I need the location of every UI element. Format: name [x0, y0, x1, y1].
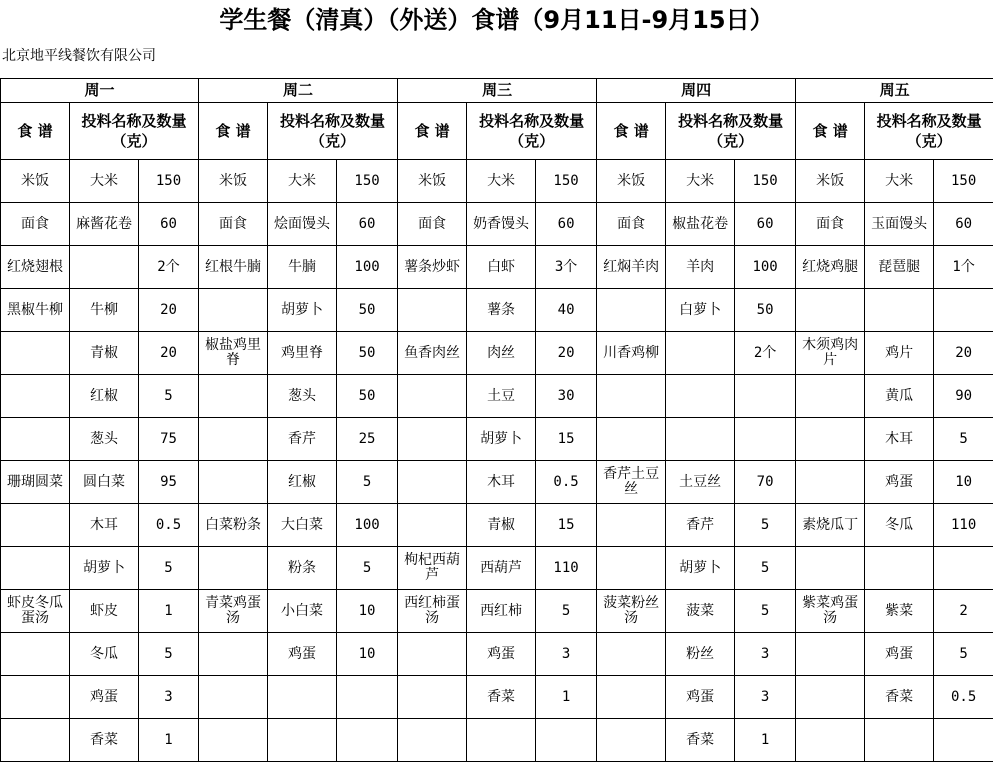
table-row — [1, 633, 993, 676]
dish-cell: 紫菜鸡蛋汤 — [796, 590, 865, 633]
table-row — [1, 289, 993, 332]
ingredient-cell — [865, 289, 934, 332]
dish-cell — [1, 332, 70, 375]
ingredient-cell: 奶香馒头 — [467, 203, 536, 246]
food-column-header: 食 谱 — [199, 103, 268, 160]
ingredient-cell: 红椒 — [70, 375, 139, 418]
quantity-cell: 90 — [934, 375, 993, 418]
dish-cell — [597, 676, 666, 719]
quantity-cell: 5 — [735, 590, 796, 633]
quantity-cell: 60 — [337, 203, 398, 246]
quantity-cell: 70 — [735, 461, 796, 504]
quantity-cell: 5 — [139, 375, 199, 418]
ingredient-cell: 肉丝 — [467, 332, 536, 375]
dish-cell — [398, 375, 467, 418]
dish-cell: 川香鸡柳 — [597, 332, 666, 375]
ingredient-cell: 大米 — [70, 160, 139, 203]
quantity-cell: 5 — [536, 590, 597, 633]
food-column-header: 食 谱 — [796, 103, 865, 160]
food-column-header: 食 谱 — [597, 103, 666, 160]
quantity-cell: 5 — [139, 547, 199, 590]
dish-cell — [597, 289, 666, 332]
quantity-cell: 3 — [139, 676, 199, 719]
quantity-cell: 1 — [536, 676, 597, 719]
dish-cell: 面食 — [199, 203, 268, 246]
dish-cell — [597, 504, 666, 547]
quantity-cell — [337, 719, 398, 762]
ingredient-cell: 白萝卜 — [666, 289, 735, 332]
quantity-cell: 100 — [337, 504, 398, 547]
quantity-cell: 10 — [337, 633, 398, 676]
dish-cell — [398, 676, 467, 719]
quantity-cell: 20 — [536, 332, 597, 375]
quantity-cell: 110 — [934, 504, 993, 547]
ingredient-cell: 香菜 — [666, 719, 735, 762]
quantity-cell: 25 — [337, 418, 398, 461]
quantity-cell: 5 — [735, 547, 796, 590]
quantity-cell: 150 — [337, 160, 398, 203]
dish-cell — [199, 375, 268, 418]
table-row — [1, 246, 993, 289]
ingredient-cell: 麻酱花卷 — [70, 203, 139, 246]
dish-cell: 白菜粉条 — [199, 504, 268, 547]
ingredient-cell: 木耳 — [70, 504, 139, 547]
ingredient-cell: 鸡蛋 — [865, 461, 934, 504]
ingredient-column-header: 投料名称及数量（克） — [467, 103, 597, 160]
ingredient-cell — [467, 719, 536, 762]
table-row — [1, 375, 993, 418]
quantity-cell: 110 — [536, 547, 597, 590]
menu-table — [0, 78, 993, 762]
ingredient-cell: 白虾 — [467, 246, 536, 289]
dish-cell: 黑椒牛柳 — [1, 289, 70, 332]
day-header: 周三 — [398, 79, 597, 103]
quantity-cell: 2个 — [139, 246, 199, 289]
quantity-cell: 5 — [934, 633, 993, 676]
quantity-cell: 2 — [934, 590, 993, 633]
quantity-cell: 60 — [139, 203, 199, 246]
table-row — [1, 461, 993, 504]
quantity-cell: 0.5 — [139, 504, 199, 547]
table-row — [1, 160, 993, 203]
dish-cell: 虾皮冬瓜蛋汤 — [1, 590, 70, 633]
day-header: 周一 — [1, 79, 199, 103]
dish-cell — [796, 547, 865, 590]
ingredient-cell: 菠菜 — [666, 590, 735, 633]
dish-cell — [1, 676, 70, 719]
quantity-cell: 20 — [139, 289, 199, 332]
ingredient-cell: 西红柿 — [467, 590, 536, 633]
quantity-cell: 150 — [536, 160, 597, 203]
dish-cell — [796, 375, 865, 418]
ingredient-cell: 土豆丝 — [666, 461, 735, 504]
dish-cell: 米饭 — [1, 160, 70, 203]
ingredient-cell: 小白菜 — [268, 590, 337, 633]
dish-cell — [199, 633, 268, 676]
ingredient-cell: 羊肉 — [666, 246, 735, 289]
quantity-cell: 60 — [536, 203, 597, 246]
ingredient-cell: 木耳 — [865, 418, 934, 461]
dish-cell — [199, 676, 268, 719]
ingredient-cell: 鸡蛋 — [268, 633, 337, 676]
company-name: 北京地平线餐饮有限公司 — [2, 48, 156, 64]
ingredient-cell: 青椒 — [467, 504, 536, 547]
ingredient-cell: 胡萝卜 — [268, 289, 337, 332]
ingredient-cell: 薯条 — [467, 289, 536, 332]
quantity-cell: 60 — [934, 203, 993, 246]
dish-cell — [796, 676, 865, 719]
quantity-cell: 10 — [934, 461, 993, 504]
day-header: 周四 — [597, 79, 796, 103]
quantity-cell: 50 — [337, 375, 398, 418]
ingredient-cell: 牛腩 — [268, 246, 337, 289]
ingredient-cell: 木耳 — [467, 461, 536, 504]
ingredient-cell: 鸡蛋 — [666, 676, 735, 719]
quantity-cell: 3 — [735, 676, 796, 719]
quantity-cell: 0.5 — [536, 461, 597, 504]
ingredient-cell: 香芹 — [666, 504, 735, 547]
dish-cell: 红根牛腩 — [199, 246, 268, 289]
ingredient-cell — [865, 719, 934, 762]
quantity-cell: 100 — [337, 246, 398, 289]
dish-cell — [597, 633, 666, 676]
ingredient-cell: 西葫芦 — [467, 547, 536, 590]
ingredient-cell: 鸡蛋 — [70, 676, 139, 719]
table-row — [1, 547, 993, 590]
dish-cell — [796, 633, 865, 676]
quantity-cell: 1 — [139, 719, 199, 762]
dish-cell — [1, 633, 70, 676]
quantity-cell: 100 — [735, 246, 796, 289]
quantity-cell: 3 — [735, 633, 796, 676]
ingredient-cell: 大米 — [666, 160, 735, 203]
dish-cell — [398, 633, 467, 676]
quantity-cell: 50 — [735, 289, 796, 332]
ingredient-cell: 香菜 — [70, 719, 139, 762]
ingredient-cell: 圆白菜 — [70, 461, 139, 504]
quantity-cell — [536, 719, 597, 762]
ingredient-cell: 葱头 — [268, 375, 337, 418]
ingredient-cell: 大米 — [268, 160, 337, 203]
dish-cell — [199, 719, 268, 762]
dish-cell — [398, 418, 467, 461]
table-row — [1, 719, 993, 762]
quantity-cell: 0.5 — [934, 676, 993, 719]
quantity-cell: 5 — [934, 418, 993, 461]
quantity-cell: 150 — [735, 160, 796, 203]
dish-cell — [199, 418, 268, 461]
quantity-cell: 3个 — [536, 246, 597, 289]
dish-cell: 米饭 — [199, 160, 268, 203]
dish-cell: 米饭 — [398, 160, 467, 203]
quantity-cell — [934, 719, 993, 762]
dish-cell: 薯条炒虾 — [398, 246, 467, 289]
day-header: 周五 — [796, 79, 993, 103]
ingredient-column-header: 投料名称及数量（克） — [865, 103, 993, 160]
dish-cell — [1, 547, 70, 590]
quantity-cell: 15 — [536, 418, 597, 461]
dish-cell: 鱼香肉丝 — [398, 332, 467, 375]
ingredient-cell: 鸡里脊 — [268, 332, 337, 375]
quantity-cell: 60 — [735, 203, 796, 246]
dish-cell — [398, 289, 467, 332]
ingredient-cell: 香菜 — [467, 676, 536, 719]
ingredient-column-header: 投料名称及数量（克） — [70, 103, 199, 160]
ingredient-cell: 土豆 — [467, 375, 536, 418]
ingredient-cell: 鸡蛋 — [467, 633, 536, 676]
quantity-cell — [735, 375, 796, 418]
dish-cell — [1, 504, 70, 547]
quantity-cell: 2个 — [735, 332, 796, 375]
day-header: 周二 — [199, 79, 398, 103]
dish-cell — [796, 461, 865, 504]
ingredient-cell: 鸡片 — [865, 332, 934, 375]
ingredient-cell: 胡萝卜 — [70, 547, 139, 590]
quantity-cell — [337, 676, 398, 719]
table-row — [1, 203, 993, 246]
day-header-row — [1, 79, 993, 103]
quantity-cell: 3 — [536, 633, 597, 676]
ingredient-cell: 椒盐花卷 — [666, 203, 735, 246]
dish-cell — [199, 289, 268, 332]
dish-cell: 素烧瓜丁 — [796, 504, 865, 547]
dish-cell: 面食 — [597, 203, 666, 246]
ingredient-cell: 大白菜 — [268, 504, 337, 547]
quantity-cell — [735, 418, 796, 461]
ingredient-cell: 大米 — [467, 160, 536, 203]
dish-cell — [1, 375, 70, 418]
quantity-cell: 10 — [337, 590, 398, 633]
quantity-cell: 50 — [337, 289, 398, 332]
ingredient-cell: 冬瓜 — [865, 504, 934, 547]
table-row — [1, 590, 993, 633]
quantity-cell: 1 — [139, 590, 199, 633]
dish-cell — [398, 719, 467, 762]
ingredient-cell: 紫菜 — [865, 590, 934, 633]
column-header-row — [1, 103, 993, 160]
ingredient-cell: 大米 — [865, 160, 934, 203]
ingredient-cell: 虾皮 — [70, 590, 139, 633]
ingredient-cell: 玉面馒头 — [865, 203, 934, 246]
quantity-cell: 150 — [934, 160, 993, 203]
dish-cell: 红焖羊肉 — [597, 246, 666, 289]
ingredient-column-header: 投料名称及数量（克） — [268, 103, 398, 160]
ingredient-cell: 葱头 — [70, 418, 139, 461]
page-title: 学生餐（清真）（外送）食谱（9月11日-9月15日） — [219, 6, 774, 34]
table-row — [1, 418, 993, 461]
food-column-header: 食 谱 — [398, 103, 467, 160]
quantity-cell: 95 — [139, 461, 199, 504]
table-row — [1, 332, 993, 375]
ingredient-cell: 烩面馒头 — [268, 203, 337, 246]
food-column-header: 食 谱 — [1, 103, 70, 160]
quantity-cell: 5 — [139, 633, 199, 676]
quantity-cell: 5 — [337, 547, 398, 590]
ingredient-cell — [865, 547, 934, 590]
dish-cell — [597, 375, 666, 418]
dish-cell: 木须鸡肉片 — [796, 332, 865, 375]
quantity-cell: 15 — [536, 504, 597, 547]
ingredient-column-header: 投料名称及数量（克） — [666, 103, 796, 160]
ingredient-cell: 黄瓜 — [865, 375, 934, 418]
dish-cell: 面食 — [796, 203, 865, 246]
table-row — [1, 676, 993, 719]
quantity-cell: 1 — [735, 719, 796, 762]
dish-cell: 西红柿蛋汤 — [398, 590, 467, 633]
dish-cell: 菠菜粉丝汤 — [597, 590, 666, 633]
ingredient-cell: 冬瓜 — [70, 633, 139, 676]
dish-cell: 米饭 — [796, 160, 865, 203]
quantity-cell — [934, 547, 993, 590]
dish-cell: 面食 — [1, 203, 70, 246]
dish-cell — [1, 418, 70, 461]
dish-cell: 青菜鸡蛋汤 — [199, 590, 268, 633]
dish-cell — [597, 547, 666, 590]
ingredient-cell: 胡萝卜 — [467, 418, 536, 461]
ingredient-cell: 粉条 — [268, 547, 337, 590]
dish-cell — [199, 547, 268, 590]
ingredient-cell — [666, 418, 735, 461]
dish-cell — [796, 418, 865, 461]
dish-cell — [597, 418, 666, 461]
dish-cell — [597, 719, 666, 762]
ingredient-cell: 鸡蛋 — [865, 633, 934, 676]
dish-cell — [796, 719, 865, 762]
ingredient-cell: 香菜 — [865, 676, 934, 719]
dish-cell: 米饭 — [597, 160, 666, 203]
dish-cell — [398, 461, 467, 504]
ingredient-cell: 青椒 — [70, 332, 139, 375]
dish-cell — [1, 719, 70, 762]
ingredient-cell — [268, 676, 337, 719]
quantity-cell — [934, 289, 993, 332]
ingredient-cell: 红椒 — [268, 461, 337, 504]
quantity-cell: 50 — [337, 332, 398, 375]
quantity-cell: 30 — [536, 375, 597, 418]
ingredient-cell: 粉丝 — [666, 633, 735, 676]
quantity-cell: 40 — [536, 289, 597, 332]
dish-cell: 面食 — [398, 203, 467, 246]
ingredient-cell — [70, 246, 139, 289]
quantity-cell: 20 — [139, 332, 199, 375]
quantity-cell: 5 — [337, 461, 398, 504]
dish-cell: 红烧鸡腿 — [796, 246, 865, 289]
dish-cell: 珊瑚圆菜 — [1, 461, 70, 504]
ingredient-cell: 香芹 — [268, 418, 337, 461]
quantity-cell: 150 — [139, 160, 199, 203]
dish-cell — [796, 289, 865, 332]
dish-cell: 椒盐鸡里脊 — [199, 332, 268, 375]
quantity-cell: 1个 — [934, 246, 993, 289]
quantity-cell: 5 — [735, 504, 796, 547]
quantity-cell: 20 — [934, 332, 993, 375]
dish-cell: 香芹土豆丝 — [597, 461, 666, 504]
dish-cell: 枸杞西葫芦 — [398, 547, 467, 590]
ingredient-cell — [268, 719, 337, 762]
dish-cell — [199, 461, 268, 504]
ingredient-cell: 胡萝卜 — [666, 547, 735, 590]
ingredient-cell — [666, 332, 735, 375]
ingredient-cell: 牛柳 — [70, 289, 139, 332]
table-row — [1, 504, 993, 547]
dish-cell — [398, 504, 467, 547]
quantity-cell: 75 — [139, 418, 199, 461]
ingredient-cell: 琵琶腿 — [865, 246, 934, 289]
dish-cell: 红烧翅根 — [1, 246, 70, 289]
ingredient-cell — [666, 375, 735, 418]
